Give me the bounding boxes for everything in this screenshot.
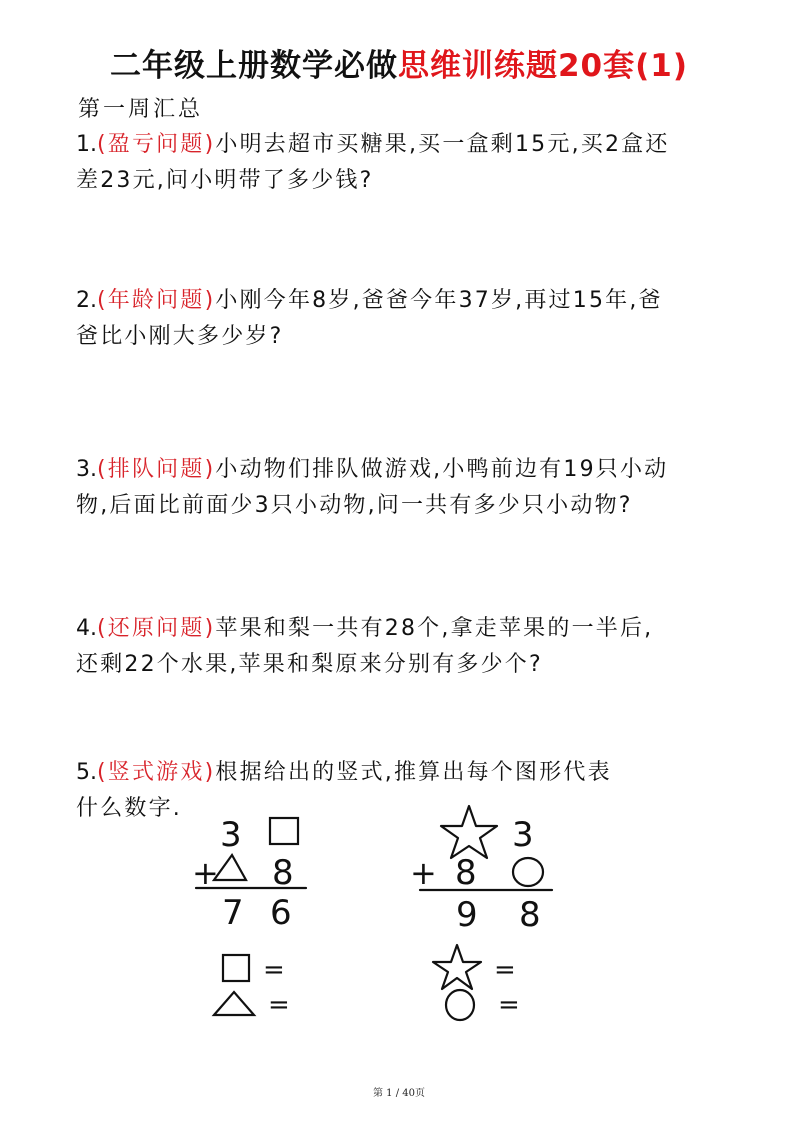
puzzle1-mid-digit: 8 (272, 853, 294, 893)
star-icon (433, 945, 481, 989)
question-tag: (盈亏问题) (97, 132, 216, 157)
plus-sign: + (410, 854, 437, 892)
question-text: 小动物们排队做游戏,小鸭前边有19只小动 (215, 457, 669, 482)
puzzle1-result-tens: 7 (222, 893, 244, 933)
question-text-cont: 还剩22个水果,苹果和梨原来分别有多少个? (76, 652, 543, 677)
question-text-cont: 什么数字. (76, 796, 182, 821)
question-number: 2. (76, 288, 97, 313)
puzzle2-mid-digit: 8 (455, 853, 477, 893)
puzzle-1 (192, 815, 306, 1020)
star-icon (441, 806, 497, 858)
square-icon (270, 818, 298, 844)
question-tag: (排队问题) (97, 457, 216, 482)
equals-sign: = (498, 990, 520, 1020)
question-tag: (还原问题) (97, 616, 216, 641)
question-text: 小明去超市买糖果,买一盒剩15元,买2盒还 (215, 132, 670, 157)
question-text: 苹果和梨一共有28个,拿走苹果的一半后, (215, 616, 654, 641)
puzzle1-top-digit: 3 (220, 815, 242, 855)
title-red-part: 思维训练题20套(1) (397, 48, 689, 84)
question-tag: (年龄问题) (97, 288, 216, 313)
plus-sign: + (192, 854, 219, 892)
question-tag: (竖式游戏) (97, 760, 216, 785)
equals-sign: = (494, 955, 516, 985)
puzzle2-top-digit: 3 (512, 815, 534, 855)
puzzle2-result-ones: 8 (519, 895, 541, 935)
week-heading: 第一周汇总 (78, 97, 204, 122)
question-text: 根据给出的竖式,推算出每个图形代表 (215, 760, 612, 785)
circle-icon (513, 858, 543, 886)
question-text-cont: 差23元,问小明带了多少钱? (76, 168, 374, 193)
puzzle2-result-tens: 9 (456, 895, 478, 935)
question-text-cont: 物,后面比前面少3只小动物,问一共有多少只小动物? (76, 493, 633, 518)
triangle-icon (214, 992, 254, 1015)
page-footer: 第 1 / 40页 (373, 1088, 425, 1099)
equals-sign: = (268, 990, 290, 1020)
question-text-cont: 爸比小刚大多少岁? (76, 324, 284, 349)
question-number: 3. (76, 457, 97, 482)
title-black-part: 二年级上册数学必做 (109, 48, 398, 84)
question-number: 5. (76, 760, 97, 785)
puzzle-2 (410, 806, 552, 1020)
question-text: 小刚今年8岁,爸爸今年37岁,再过15年,爸 (215, 288, 663, 313)
question-number: 1. (76, 132, 97, 157)
circle-icon (446, 990, 474, 1020)
puzzle1-result-ones: 6 (270, 893, 292, 933)
question-number: 4. (76, 616, 97, 641)
square-icon (223, 955, 249, 981)
equals-sign: = (263, 955, 285, 985)
